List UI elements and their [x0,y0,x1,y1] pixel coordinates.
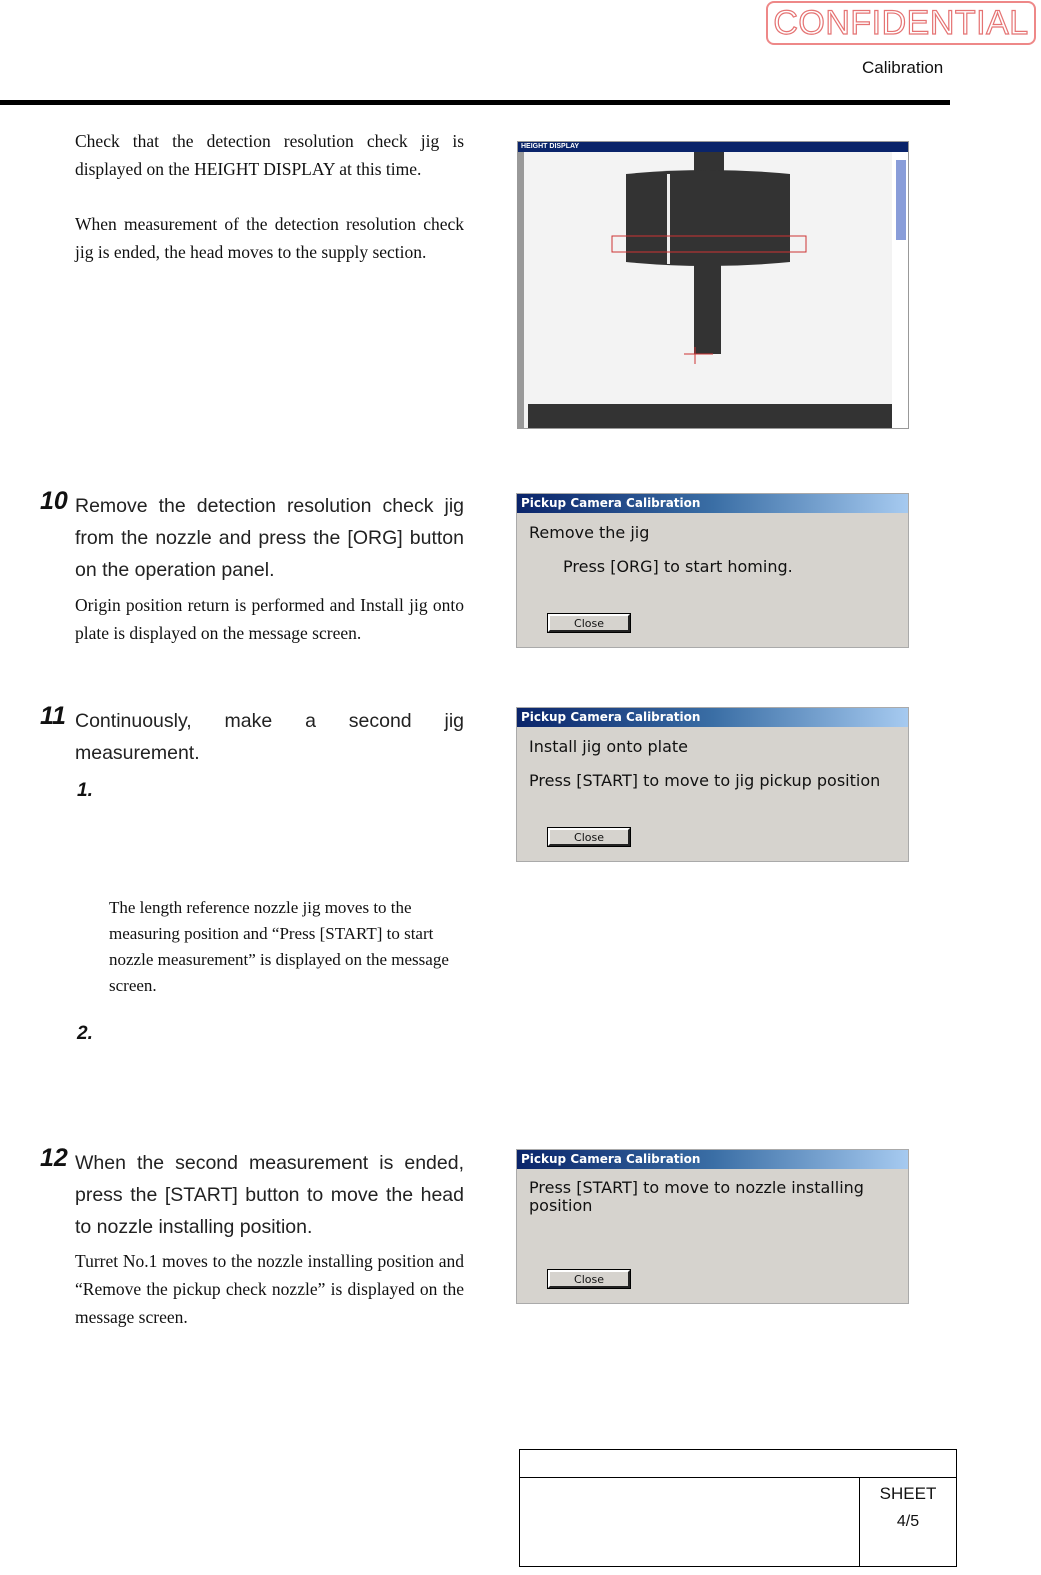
dialog-message: Remove the jig [529,523,650,542]
jig-image [518,152,908,428]
message-dialog [516,493,909,648]
dialog-title: Pickup Camera Calibration [517,708,908,727]
height-display-title: HEIGHT DISPLAY [518,142,908,152]
confidential-stamp: CONFIDENTIAL [766,1,1036,45]
header-rule [0,100,950,105]
message-dialog [516,1149,909,1304]
close-button[interactable]: Close [548,1270,630,1288]
step-text: Remove the detection resolution check jig from the nozzle and press the [ORG] button on the operation panel. [75,495,464,581]
substep-number: 1. [77,780,93,801]
section-title: Calibration [862,58,944,77]
height-display-screenshot [517,141,909,429]
step-note: Origin position return is performed and Install jig onto plate is displayed on the message screen. [75,595,464,643]
step-note: The length reference nozzle jig moves to the measuring position and “Press [START] to start nozzle measurement” is displayed on the message screen. [109,898,449,995]
message-dialog [516,707,909,862]
close-button[interactable]: Close [548,614,630,632]
intro-paragraph-1: Check that the detection resolution check jig is displayed on the HEIGHT DISPLAY at this time. [75,131,464,179]
step-number: 10 [40,487,68,515]
dialog-message: Press [START] to move to nozzle installing position [529,1178,864,1215]
step-number: 12 [40,1144,68,1172]
dialog-message: Install jig onto plate [529,737,688,756]
step-number: 11 [40,702,66,730]
substep-number: 2. [77,1023,93,1044]
dialog-title: Pickup Camera Calibration [517,494,908,513]
close-button[interactable]: Close [548,828,630,846]
step-note: Turret No.1 moves to the nozzle installing position and “Remove the pickup check nozzle” is displayed on the message screen. [75,1251,464,1327]
step-text: Continuously, make a second jig measurement. [75,710,464,764]
dialog-message: Press [START] to move to jig pickup position [529,771,881,790]
intro-paragraph-2: When measurement of the detection resolution check jig is ended, the head moves to the supply section. [75,214,464,262]
dialog-title: Pickup Camera Calibration [517,1150,908,1169]
sheet-number: 4/5 [896,1513,920,1530]
dialog-message: Press [ORG] to start homing. [563,557,793,576]
title-block [519,1449,957,1567]
divider [520,1477,956,1478]
step-text: When the second measurement is ended, press the [START] button to move the head to nozzle installing position. [75,1152,464,1238]
sheet-label: SHEET [879,1484,937,1503]
